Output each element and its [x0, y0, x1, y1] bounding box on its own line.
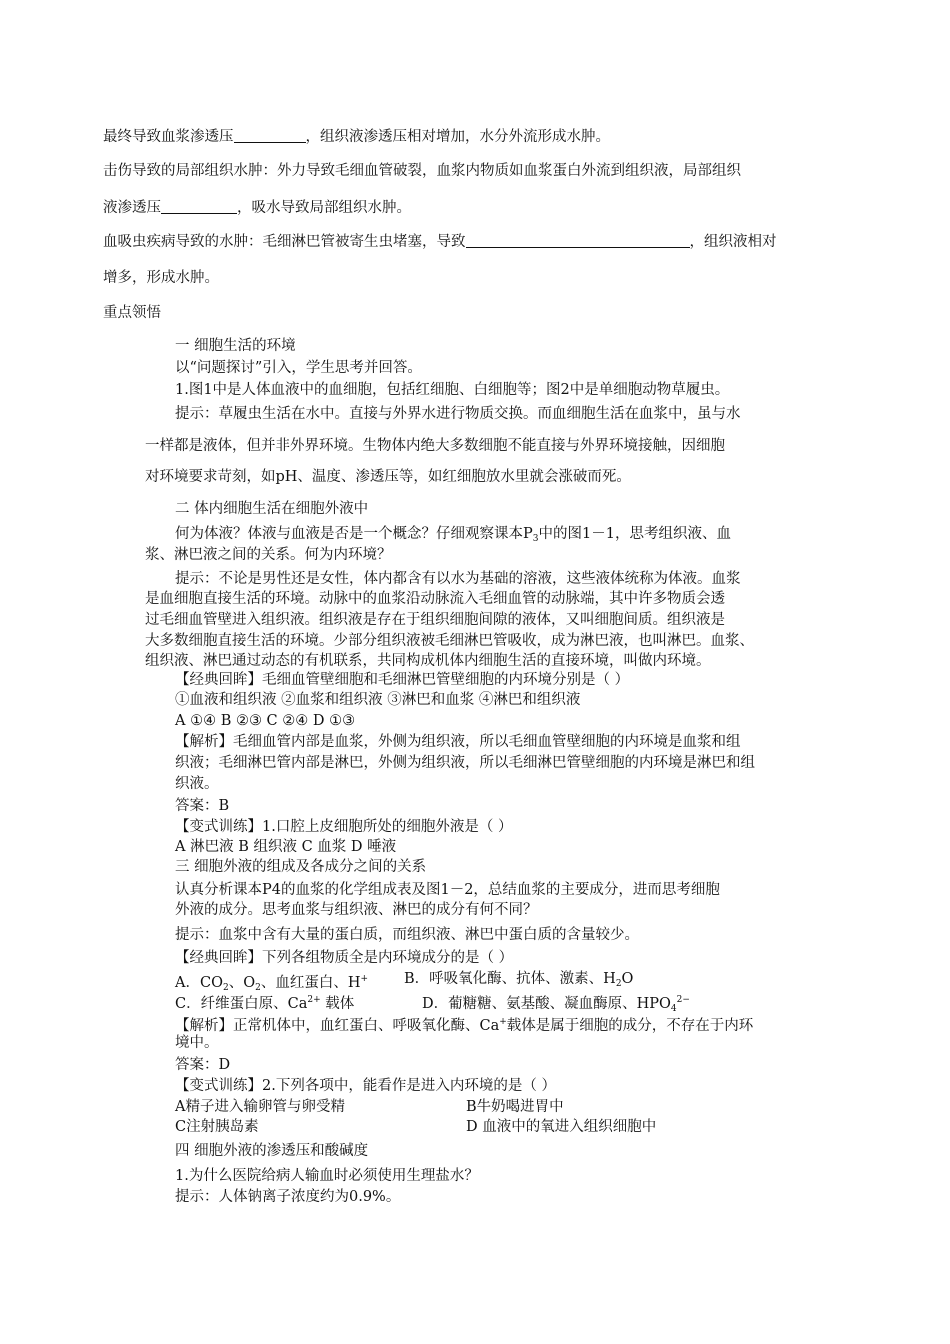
- s3-hint: 提示：血浆中含有大量的蛋白质，而组织液、淋巴中蛋白质的含量较少。: [175, 927, 639, 943]
- s2-analysis: 【解析】毛细血管内部是血浆，外侧为组织液，所以毛细血管壁细胞的内环境是血浆和组: [175, 734, 741, 750]
- edema-line-2: 击伤导致的局部组织水肿：外力导致毛细血管破裂，血浆内物质如血浆蛋白外流到组织液，局部组织: [103, 163, 741, 179]
- s1-hint: 对环境要求苛刻，如pH、温度、渗透压等，如红细胞放水里就会涨破而死。: [145, 469, 631, 485]
- superscript: 2+: [307, 995, 321, 1005]
- edema-text: 最终导致血浆渗透压: [103, 129, 234, 145]
- edema-line-1: [103, 128, 610, 146]
- option-text: 、血红蛋白、H: [260, 975, 361, 991]
- analysis-text: 【解析】正常机体中，血红蛋白、呼吸氧化酶、Ca: [175, 1018, 500, 1034]
- s3-variant-option-d: D 血液中的氧进入组织细胞中: [466, 1119, 657, 1135]
- edema-text: ，组织液渗透压相对增加，水分外流形成水肿。: [305, 129, 610, 145]
- s3-answer: 答案：D: [175, 1057, 231, 1073]
- s3-option-c: [175, 991, 354, 1013]
- section-2-title: 二 体内细胞生活在细胞外液中: [175, 501, 369, 517]
- option-text: B．呼吸氧化酶、抗体、激素、H: [404, 971, 616, 987]
- s2-analysis: 织液；毛细淋巴管内部是淋巴，外侧为组织液，所以毛细淋巴管壁细胞的内环境是淋巴和组: [175, 755, 755, 771]
- superscript: +: [360, 974, 369, 984]
- subscript: 2: [255, 983, 261, 993]
- edema-line-4: [103, 233, 777, 251]
- s2-question-text: 何为体液？体液与血液是否是一个概念？仔细观察课本P: [175, 526, 533, 542]
- analysis-text: 载体是属于细胞的成分，不存在于内环: [506, 1018, 754, 1034]
- s2-hint: 是血细胞直接生活的环境。动脉中的血浆沿动脉流入毛细血管的动脉端，其中许多物质会透: [145, 591, 725, 607]
- s3-variant-option-c: C注射胰岛素: [175, 1119, 259, 1135]
- s3-analysis: [175, 1013, 753, 1035]
- s3-variant-option-a: A精子进入输卵管与卵受精: [175, 1099, 345, 1115]
- edema-text: 液渗透压: [103, 200, 161, 216]
- s3-option-b: [404, 970, 633, 993]
- s4-hint: 提示：人体钠离子浓度约为0.9%。: [175, 1189, 401, 1205]
- s1-hint: 提示：草履虫生活在水中。直接与外界水进行物质交换。而血细胞生活在血浆中，虽与水: [175, 406, 741, 422]
- s1-hint: 一样都是液体，但并非外界环境。生物体内绝大多数细胞不能直接与外界环境接触，因细胞: [145, 438, 725, 454]
- option-text: A．CO: [175, 975, 223, 991]
- edema-text: ，吸水导致局部组织水肿。: [237, 200, 411, 216]
- s2-hint: 大多数细胞直接生活的环境。少部分组织液被毛细淋巴管吸收，成为淋巴液，也叫淋巴。血浆、: [145, 633, 754, 649]
- s3-classic-question: 【经典回眸】下列各组物质全是内环境成分的是（ ）: [175, 950, 514, 966]
- edema-text: 血吸虫疾病导致的水肿：毛细淋巴管被寄生虫堵塞，导致: [103, 234, 466, 250]
- s1-intro: 以“问题探讨”引入，学生思考并回答。: [175, 360, 422, 376]
- option-text: C．纤维蛋白原、Ca: [175, 996, 308, 1012]
- edema-text: ，组织液相对: [689, 234, 777, 250]
- edema-line-3: [103, 199, 411, 217]
- superscript: +: [499, 1017, 507, 1027]
- s2-question: [175, 525, 731, 548]
- s2-answer: 答案：B: [175, 798, 230, 814]
- section-4-title: 四 细胞外液的渗透压和酸碱度: [175, 1143, 369, 1159]
- s3-variant-option-b: B牛奶喝进胃中: [466, 1099, 564, 1115]
- option-text: 载体: [325, 996, 355, 1012]
- s2-question: 浆、淋巴液之间的关系。何为内环境？: [145, 547, 392, 563]
- s2-question-text: 中的图1－1，思考组织液、血: [538, 526, 731, 542]
- s4-question: 1.为什么医院给病人输血时必须使用生理盐水？: [175, 1168, 479, 1184]
- superscript: 2−: [676, 995, 690, 1005]
- option-text: D．葡糖糖、氨基酸、凝血酶原、HPO: [422, 996, 671, 1012]
- fill-blank[interactable]: [161, 199, 237, 214]
- s2-classic-options: A ①④ B ②③ C ②④ D ①③: [175, 713, 356, 729]
- fill-blank[interactable]: [466, 233, 690, 248]
- key-heading: 重点领悟: [103, 305, 161, 321]
- s3-variant: 【变式训练】2.下列各项中，能看作是进入内环境的是（ ）: [175, 1078, 556, 1094]
- s2-hint: 组织液、淋巴通过动态的有机联系，共同构成机体内细胞生活的直接环境，叫做内环境。: [145, 653, 711, 669]
- s2-variant-options: A 淋巴液 B 组织液 C 血浆 D 唾液: [175, 839, 397, 855]
- section-1-title: 一 细胞生活的环境: [175, 338, 296, 354]
- s1-question: 1.图1中是人体血液中的血细胞，包括红细胞、白细胞等；图2中是单细胞动物草履虫。: [175, 382, 730, 398]
- option-text: 、O: [228, 975, 256, 991]
- option-text: O: [621, 971, 634, 987]
- s2-variant: 【变式训练】1.口腔上皮细胞所处的细胞外液是（ ）: [175, 819, 513, 835]
- subscript: 3: [532, 534, 539, 544]
- s2-hint: 提示：不论是男性还是女性，体内都含有以水为基础的溶液，这些液体统称为体液。血浆: [175, 571, 741, 587]
- s3-question: 外液的成分。思考血浆与组织液、淋巴的成分有何不同？: [175, 902, 538, 918]
- edema-line-5: 增多，形成水肿。: [103, 270, 219, 286]
- fill-blank[interactable]: [234, 128, 306, 143]
- subscript: 2: [615, 979, 622, 989]
- s2-classic-items: ①血液和组织液 ②血浆和组织液 ③淋巴和血浆 ④淋巴和组织液: [175, 692, 581, 708]
- s2-analysis: 织液。: [175, 776, 219, 792]
- subscript: 4: [670, 1004, 677, 1014]
- s3-question: 认真分析课本P4的血浆的化学组成表及图1－2，总结血浆的主要成分，进而思考细胞: [175, 882, 720, 898]
- subscript: 2: [222, 983, 229, 993]
- s2-hint: 过毛细血管壁进入组织液。组织液是存在于组织细胞间隙的液体，又叫细胞间质。组织液是: [145, 612, 725, 628]
- s3-analysis: 境中。: [175, 1035, 219, 1051]
- s2-classic-question: 【经典回眸】毛细血管壁细胞和毛细淋巴管壁细胞的内环境分别是（ ）: [175, 672, 630, 688]
- section-3-title: 三 细胞外液的组成及各成分之间的关系: [175, 859, 427, 875]
